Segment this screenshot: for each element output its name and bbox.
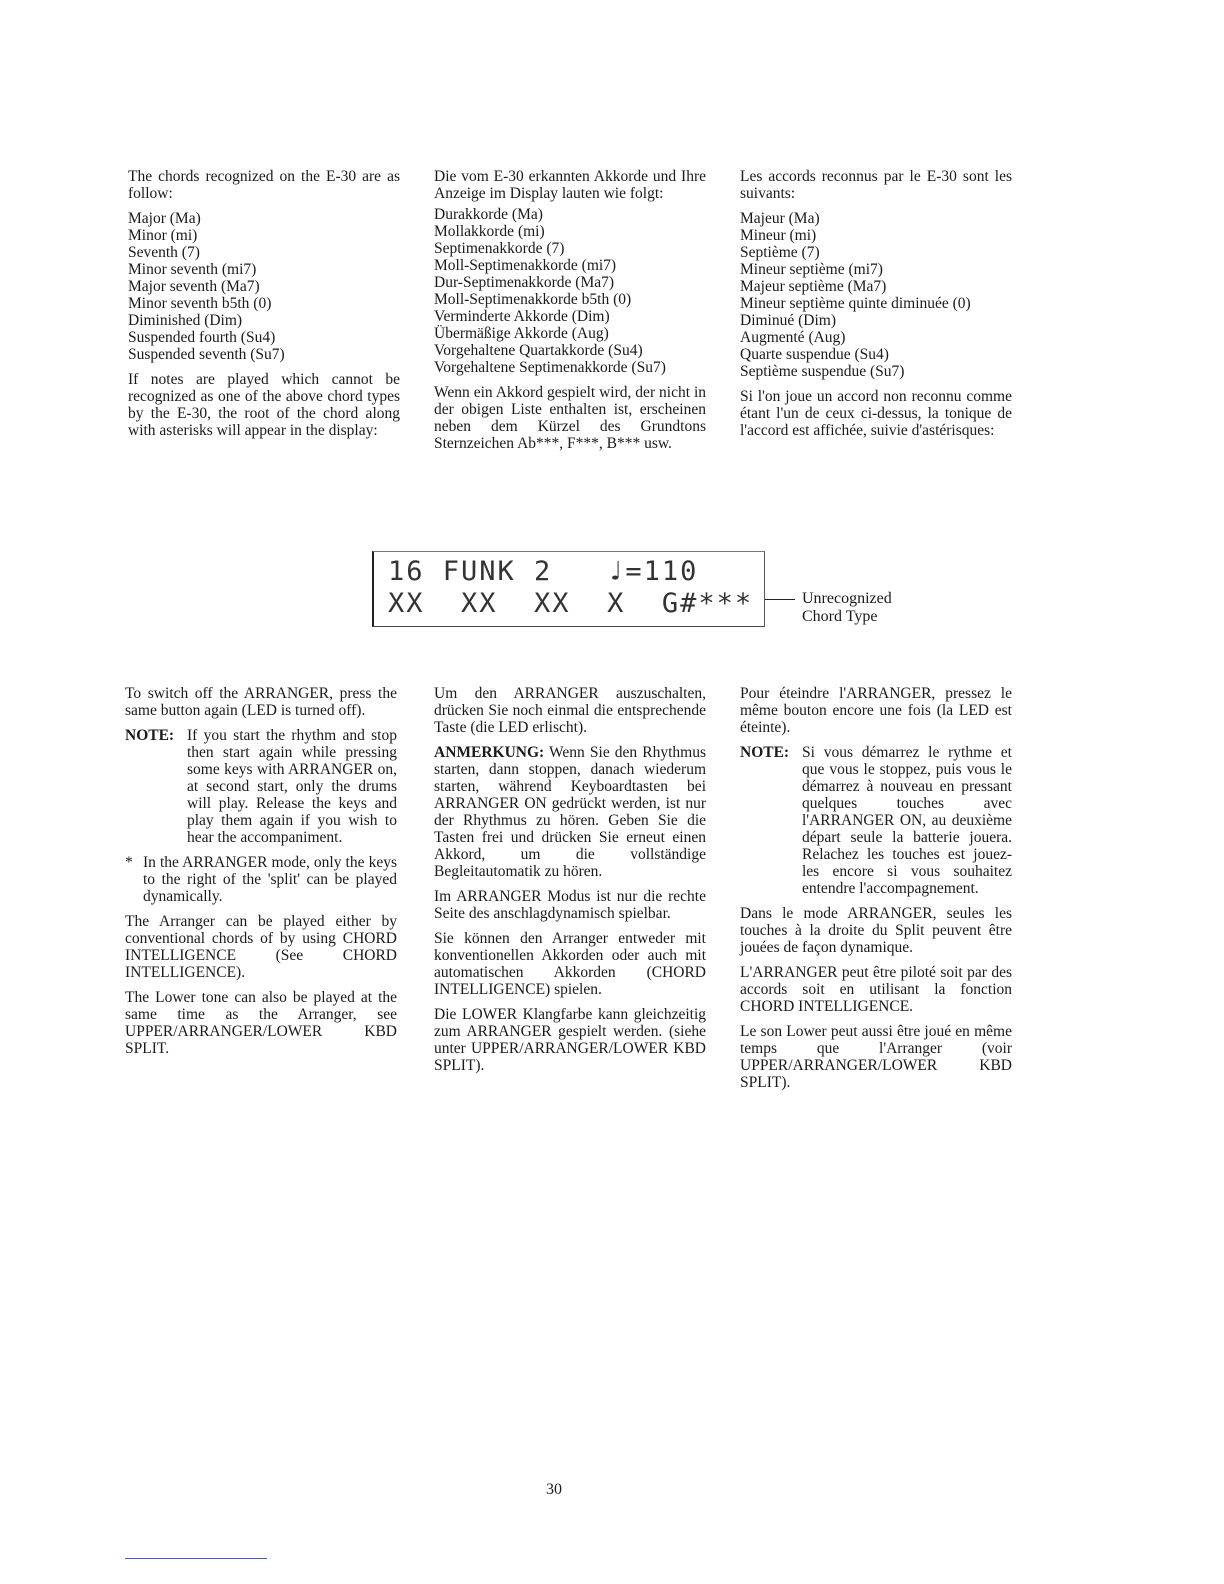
chord-item: Suspended fourth (Su4) — [128, 329, 276, 346]
chords-intro: The chords recognized on the E-30 are as follow: — [128, 168, 400, 202]
bullet-text: In the ARRANGER mode, only the keys to the right of the 'split' can be played dynamically. — [143, 854, 397, 905]
unrecognized-paragraph: If notes are played which cannot be recognized as one of the above chord types by the E-30, the root of the chord along with asterisks will appear in the display: — [128, 371, 400, 439]
note-block — [740, 744, 1012, 897]
french-top-column — [740, 168, 1012, 447]
bottom-rule — [125, 1558, 267, 1559]
lcd-row-style-tempo: 16 FUNK 2 ♩=110 — [388, 556, 699, 587]
chord-item: Diminished (Dim) — [128, 312, 243, 329]
chord-item: Suspended seventh (Su7) — [128, 346, 285, 363]
chord-item: Minor seventh b5th (0) — [128, 295, 272, 312]
english-top-column — [128, 168, 400, 447]
chords-intro: Die vom E-30 erkannten Akkorde und Ihre Anzeige im Display lauten wie folgt: — [434, 168, 706, 202]
chord-item: Septième (7) — [740, 244, 820, 261]
note-label: NOTE: — [740, 744, 790, 761]
chord-list — [434, 206, 706, 376]
chord-item: Majeur (Ma) — [740, 210, 820, 227]
note-block — [125, 727, 397, 846]
german-top-column — [434, 168, 706, 460]
note-text: Si vous démarrez le rythme et que vous le stoppez, puis vous le démarrez à nouveau en pressant quelques touches avec l'ARRANGER ON, au deuxième départ seule la batterie jouera. Relachez les touches est jouez-les encore si vous souhaitez entendre l'accompagnement. — [802, 744, 1012, 897]
arranger-play-paragraph: Sie können den Arranger entweder mit konventionellen Akkorden oder auch mit automatischen Akkorden (CHORD INTELLIGENCE) spielen. — [434, 930, 706, 998]
unrecognized-paragraph: Wenn ein Akkord gespielt wird, der nicht in der obigen Liste enthalten ist, erscheinen neben dem Kürzel des Grundtons Sternzeichen Ab***, F***, B*** usw. — [434, 384, 706, 452]
switch-off-paragraph: To switch off the ARRANGER, press the same button again (LED is turned off). — [125, 685, 397, 719]
callout-leader-line — [765, 599, 795, 600]
chord-item: Mineur septième quinte diminuée (0) — [740, 295, 971, 312]
switch-off-paragraph: Pour éteindre l'ARRANGER, pressez le même bouton encore une fois (la LED est éteinte). — [740, 685, 1012, 736]
chord-item: Majeur septième (Ma7) — [740, 278, 887, 295]
chord-item: Mineur septième (mi7) — [740, 261, 883, 278]
chord-item: Quarte suspendue (Su4) — [740, 346, 889, 363]
chord-item: Augmenté (Aug) — [740, 329, 846, 346]
chord-item: Major (Ma) — [128, 210, 201, 227]
chord-item: Septième suspendue (Su7) — [740, 363, 905, 380]
chord-item: Durakkorde (Ma) — [434, 206, 543, 223]
note-label: ANMERKUNG: — [434, 744, 545, 761]
page-number: 30 — [546, 1481, 562, 1498]
arranger-play-paragraph: L'ARRANGER peut être piloté soit par des accords soit en utilisant la fonction CHORD INTELLIGENCE. — [740, 964, 1012, 1015]
chord-list — [128, 210, 400, 363]
note-text: If you start the rhythm and stop then start again while pressing some keys with ARRANGER on, at second start, only the drums will play. Release the keys and play them again if you wish to hear the accompaniment. — [187, 727, 397, 846]
chord-item: Moll-Septimenakkorde b5th (0) — [434, 291, 632, 308]
callout-label — [802, 590, 892, 626]
chord-item: Dur-Septimenakkorde (Ma7) — [434, 274, 615, 291]
chord-item: Diminué (Dim) — [740, 312, 836, 329]
unrecognized-paragraph: Si l'on joue un accord non reconnu comme étant l'un de ceux ci-dessus, la tonique de l'accord est affichée, suivie d'astérisques: — [740, 388, 1012, 439]
arranger-play-paragraph: The Arranger can be played either by conventional chords of by using CHORD INTELLIGENCE (See CHORD INTELLIGENCE). — [125, 913, 397, 981]
chords-intro: Les accords reconnus par le E-30 sont les suivants: — [740, 168, 1012, 202]
note-paragraph — [434, 744, 706, 880]
chord-item: Vorgehaltene Septimenakkorde (Su7) — [434, 359, 666, 376]
switch-off-paragraph: Um den ARRANGER auszuschalten, drücken Sie noch einmal die entsprechende Taste (die LED erlischt). — [434, 685, 706, 736]
lower-tone-paragraph: Le son Lower peut aussi être joué en même temps que l'Arranger (voir UPPER/ARRANGER/LOWER KBD SPLIT). — [740, 1023, 1012, 1091]
note-label: NOTE: — [125, 727, 175, 744]
dynamic-paragraph: Dans le mode ARRANGER, seules les touches à la droite du Split peuvent être jouées de façon dynamique. — [740, 905, 1012, 956]
lower-tone-paragraph: The Lower tone can also be played at the same time as the Arranger, see UPPER/ARRANGER/LOWER KBD SPLIT. — [125, 989, 397, 1057]
note-text: Wenn Sie den Rhythmus starten, dann stoppen, danach wiederum starten, während Keyboardtasten bei ARRANGER ON gedrückt werden, ist nur der Rhythmus zu hören. Geben Sie die Tasten frei und drücken Sie erneut einen Akkord, um die vollständige Begleitautomatik zu hören. — [434, 744, 706, 880]
german-bottom-column — [434, 685, 706, 1082]
lcd-display — [372, 551, 765, 627]
chord-item: Moll-Septimenakkorde (mi7) — [434, 257, 617, 274]
chord-item: Major seventh (Ma7) — [128, 278, 260, 295]
asterisk-bullet: * — [125, 854, 133, 871]
chord-item: Übermäßige Akkorde (Aug) — [434, 325, 609, 342]
english-bottom-column — [125, 685, 397, 1065]
callout-line-1: Unrecognized — [802, 590, 892, 607]
dynamic-paragraph: Im ARRANGER Modus ist nur die rechte Seite des anschlagdynamisch spielbar. — [434, 888, 706, 922]
lower-tone-paragraph: Die LOWER Klangfarbe kann gleichzeitig zum ARRANGER gespielt werden. (siehe unter UPPER/ARRANGER/LOWER KBD SPLIT). — [434, 1006, 706, 1074]
chord-item: Seventh (7) — [128, 244, 200, 261]
chord-item: Minor seventh (mi7) — [128, 261, 257, 278]
chord-item: Vorgehaltene Quartakkorde (Su4) — [434, 342, 643, 359]
french-bottom-column — [740, 685, 1012, 1099]
callout-line-2: Chord Type — [802, 608, 878, 625]
chord-list — [740, 210, 1012, 380]
lcd-row-chord: XX XX XX X G#*** — [388, 588, 754, 619]
bullet-item — [125, 854, 397, 905]
chord-item: Septimenakkorde (7) — [434, 240, 565, 257]
chord-item: Verminderte Akkorde (Dim) — [434, 308, 610, 325]
chord-item: Mollakkorde (mi) — [434, 223, 545, 240]
chord-item: Mineur (mi) — [740, 227, 817, 244]
chord-item: Minor (mi) — [128, 227, 198, 244]
